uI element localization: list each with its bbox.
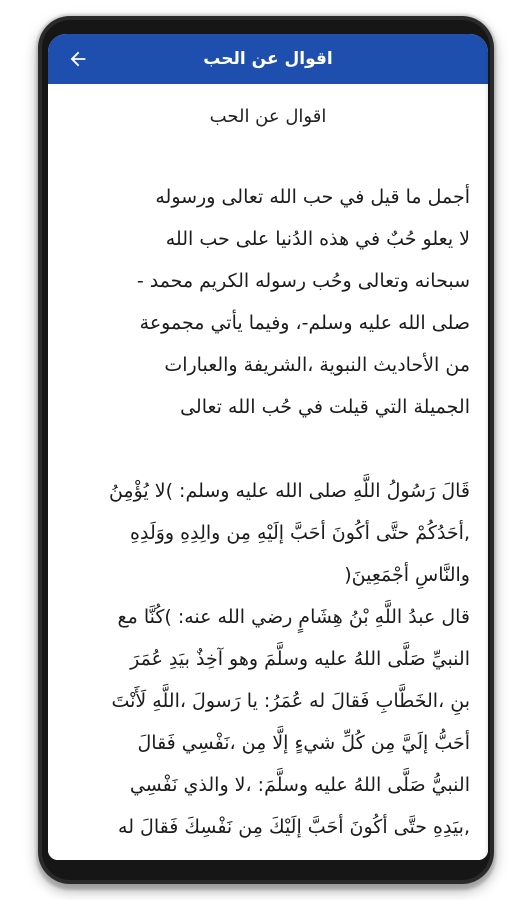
app-screen [48, 34, 488, 860]
article-line: بنِ ،الخَطَّابِ فَقالَ له عُمَرُ: يا رَسولَ ،اللَّهِ لَأَنْتَ [111, 690, 470, 712]
article-heading: اقوال عن الحب [209, 106, 327, 127]
article-line: ,أحَدُكُمْ حتَّى أكُونَ أحَبَّ إلَيْهِ مِن والِدِهِ ووَلَدِهِ [130, 522, 470, 544]
article-line: لا يعلو حُبٌ في هذه الدُنيا على حب الله [165, 228, 470, 250]
arrow-left-icon [67, 48, 89, 70]
article-content[interactable] [48, 84, 488, 860]
article-line: صلى الله عليه وسلم-، وفيما يأتي مجموعة [139, 312, 470, 334]
article-line: الجميلة التي قيلت في حُب الله تعالى [180, 396, 470, 418]
app-bar [48, 34, 488, 84]
article-line: أحَبُّ إلَيَّ مِن كُلِّ شيءٍ إلَّا مِن ،نَفْسِي فَقالَ [137, 732, 470, 754]
article-line: النبيُّ صَلَّى اللهُ عليه وسلَّمَ: ،لا والذي نَفْسِي [129, 774, 470, 796]
article-line: سبحانه وتعالى وحُب رسوله الكريم محمد - [136, 270, 470, 292]
article-line: أجمل ما قيل في حب الله تعالى ورسوله [155, 186, 470, 208]
article-line: قال عبدُ اللَّهِ بْنُ هِشَامٍ رضي الله عنه: )كُنَّا مع [117, 606, 470, 628]
article-line: والنَّاسِ أجْمَعِينَ( [344, 564, 470, 586]
app-bar-title: اقوال عن الحب [203, 49, 333, 69]
article-line-spacer [68, 428, 470, 470]
article-line: من الأحاديث النبوية ،الشريفة والعبارات [164, 354, 470, 376]
article-body [68, 176, 470, 848]
screen-edge-shade [484, 34, 488, 860]
back-button[interactable] [62, 43, 94, 75]
article-line: قَالَ رَسُولُ اللَّهِ صلى الله عليه وسلم: )لا يُؤْمِنُ [108, 480, 470, 502]
article-line: ,بيَدِهِ حتَّى أكُونَ أحَبَّ إلَيْكَ مِن نَفْسِكَ فَقالَ له [118, 816, 470, 838]
article-line: النبيِّ صَلَّى اللهُ عليه وسلَّمَ وهو آخِذٌ بيَدِ عُمَرَ [130, 648, 470, 670]
